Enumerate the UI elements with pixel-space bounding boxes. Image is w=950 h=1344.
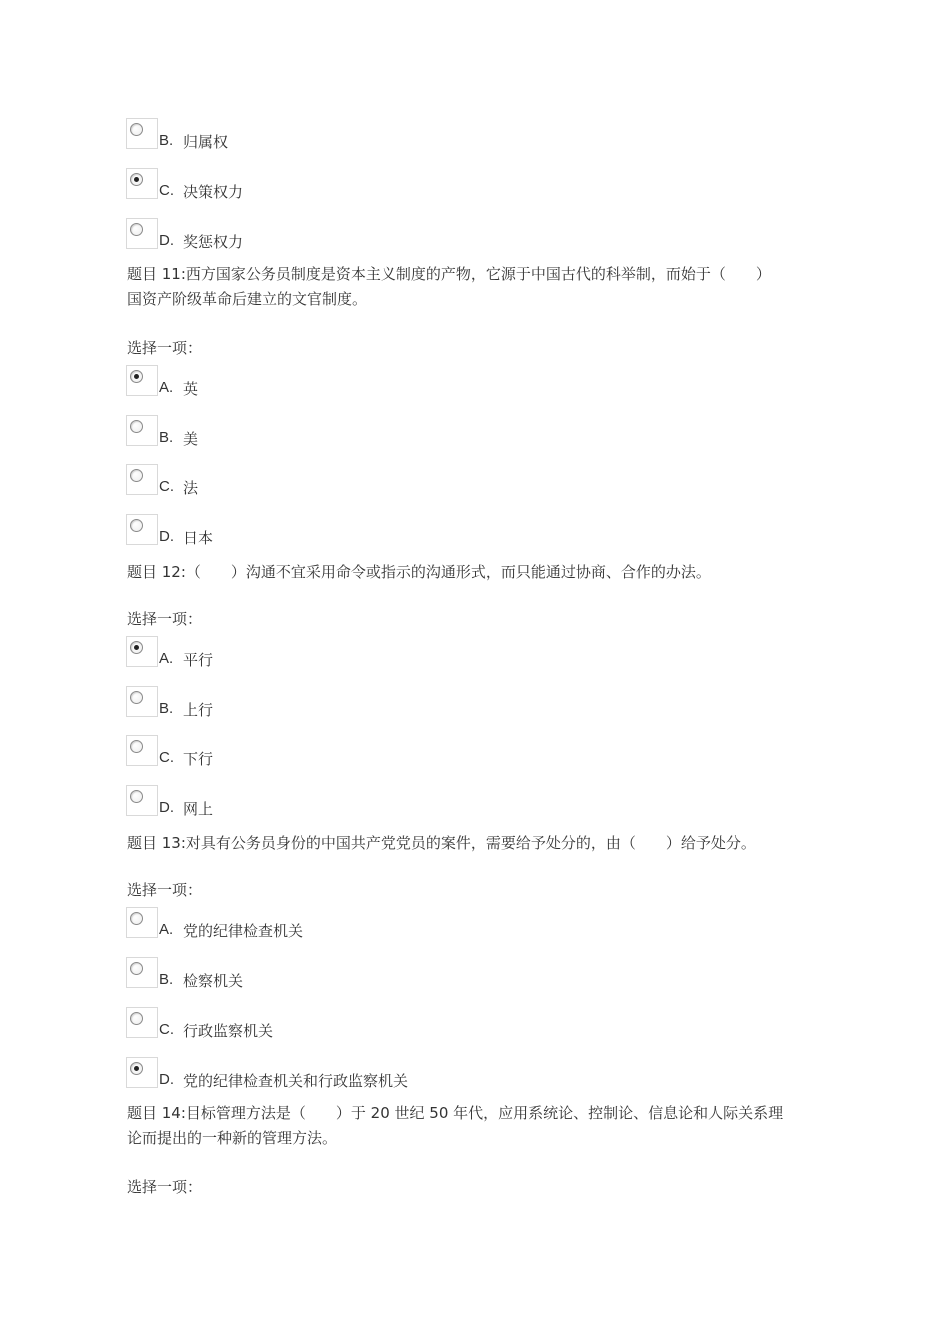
radio-button[interactable] <box>130 123 143 136</box>
option-letter: B. <box>159 700 174 717</box>
option-label: 美 <box>183 430 199 448</box>
option-q13-a[interactable] <box>126 907 826 941</box>
radio-button-checked[interactable] <box>130 173 143 186</box>
question-11-text <box>127 262 842 312</box>
radio-frame <box>126 365 158 396</box>
radio-frame <box>126 118 158 149</box>
option-q12-d[interactable] <box>126 785 826 819</box>
option-letter: C. <box>159 749 174 766</box>
option-letter: A. <box>159 650 174 667</box>
option-letter: A. <box>159 921 174 938</box>
radio-frame <box>126 785 158 816</box>
radio-frame <box>126 464 158 495</box>
radio-frame <box>126 168 158 199</box>
option-q12-a[interactable] <box>126 636 826 670</box>
option-letter: A. <box>159 379 174 396</box>
option-q11-c[interactable] <box>126 464 826 498</box>
radio-frame <box>126 1007 158 1038</box>
option-q10-b[interactable] <box>126 118 826 152</box>
option-label: 上行 <box>183 701 214 719</box>
option-q13-d[interactable] <box>126 1057 826 1091</box>
radio-button[interactable] <box>130 1012 143 1025</box>
option-label: 归属权 <box>183 133 229 151</box>
option-letter: B. <box>159 429 174 446</box>
option-letter: D. <box>159 232 174 249</box>
option-letter: C. <box>159 182 174 199</box>
radio-frame <box>126 636 158 667</box>
radio-button[interactable] <box>130 469 143 482</box>
option-label: 网上 <box>183 800 214 818</box>
radio-frame <box>126 1057 158 1088</box>
radio-button-checked[interactable] <box>130 1062 143 1075</box>
option-label: 决策权力 <box>183 183 244 201</box>
radio-frame <box>126 218 158 249</box>
option-letter: D. <box>159 528 174 545</box>
question-12-text <box>127 560 842 585</box>
radio-button-checked[interactable] <box>130 370 143 383</box>
option-label: 英 <box>183 380 199 398</box>
option-q10-c[interactable] <box>126 168 826 202</box>
option-label: 奖惩权力 <box>183 233 244 251</box>
option-label: 平行 <box>183 651 214 669</box>
option-q11-a[interactable] <box>126 365 826 399</box>
option-letter: B. <box>159 971 174 988</box>
question-line: 题目 12:（ ）沟通不宜采用命令或指示的沟通形式，而只能通过协商、合作的办法。 <box>127 563 711 581</box>
question-line: 论而提出的一种新的管理方法。 <box>127 1129 338 1147</box>
radio-frame <box>126 907 158 938</box>
option-letter: C. <box>159 1021 174 1038</box>
radio-button-checked[interactable] <box>130 641 143 654</box>
option-letter: B. <box>159 132 174 149</box>
radio-frame <box>126 514 158 545</box>
option-label: 党的纪律检查机关 <box>183 922 304 940</box>
option-q11-d[interactable] <box>126 514 826 548</box>
question-line: 题目 13:对具有公务员身份的中国共产党党员的案件，需要给予处分的，由（ ）给予处分。 <box>127 834 756 852</box>
radio-frame <box>126 957 158 988</box>
radio-frame <box>126 686 158 717</box>
radio-button[interactable] <box>130 420 143 433</box>
option-q12-b[interactable] <box>126 686 826 720</box>
option-letter: D. <box>159 799 174 816</box>
radio-button[interactable] <box>130 790 143 803</box>
option-label: 法 <box>183 479 199 497</box>
option-q10-d[interactable] <box>126 218 826 252</box>
option-q13-c[interactable] <box>126 1007 826 1041</box>
radio-button[interactable] <box>130 691 143 704</box>
option-q11-b[interactable] <box>126 415 826 449</box>
option-letter: C. <box>159 478 174 495</box>
option-q12-c[interactable] <box>126 735 826 769</box>
question-line: 国资产阶级革命后建立的文官制度。 <box>127 290 368 308</box>
select-one-prompt: 选择一项： <box>127 610 203 628</box>
radio-button[interactable] <box>130 912 143 925</box>
option-label: 行政监察机关 <box>183 1022 274 1040</box>
option-label: 下行 <box>183 750 214 768</box>
option-label: 检察机关 <box>183 972 244 990</box>
option-q13-b[interactable] <box>126 957 826 991</box>
select-one-prompt: 选择一项： <box>127 881 203 899</box>
option-label: 党的纪律检查机关和行政监察机关 <box>183 1072 409 1090</box>
select-one-prompt: 选择一项： <box>127 1178 203 1196</box>
select-one-prompt: 选择一项： <box>127 339 203 357</box>
question-14-text <box>127 1101 842 1151</box>
question-13-text <box>127 831 842 856</box>
radio-button[interactable] <box>130 519 143 532</box>
question-line: 题目 14:目标管理方法是（ ）于 20 世纪 50 年代，应用系统论、控制论、信息论和人际关系理 <box>127 1104 784 1122</box>
radio-frame <box>126 735 158 766</box>
radio-button[interactable] <box>130 740 143 753</box>
radio-button[interactable] <box>130 962 143 975</box>
option-label: 日本 <box>183 529 214 547</box>
radio-button[interactable] <box>130 223 143 236</box>
radio-frame <box>126 415 158 446</box>
option-letter: D. <box>159 1071 174 1088</box>
question-line: 题目 11:西方国家公务员制度是资本主义制度的产物，它源于中国古代的科举制，而始于（ ） <box>127 265 771 283</box>
